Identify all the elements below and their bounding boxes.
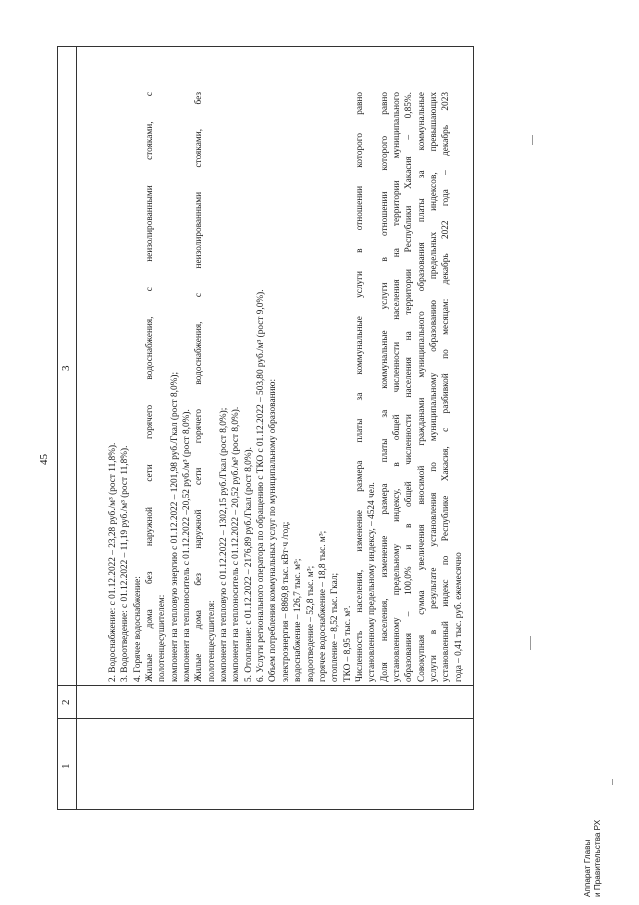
text-line: услуги в результате установления по муниципальному образованию предельных индексов, превышающих <box>428 92 439 682</box>
text-line: Доля населения, изменение размера платы за коммунальные услуги в отношении которого равно <box>379 92 390 682</box>
text-line: года – 0,41 тыс. руб. ежемесячно <box>453 552 464 682</box>
table-left-border <box>57 809 474 810</box>
scan-mark <box>530 636 531 650</box>
column-divider-1 <box>57 718 474 719</box>
text-line: компонент на теплоноситель с 01.12.2022 – 20,52 руб./м³ (рост 8,0%). <box>231 406 242 682</box>
text-line: горячее водоснабжение – 18,8 тыс. м³; <box>317 530 328 682</box>
column-header-3: 3 <box>60 365 72 371</box>
text-line: Жилые дома без наружной сети горячего водоснабжения, с неизолированными стояками, без <box>194 92 205 682</box>
column-header-2: 2 <box>60 699 72 705</box>
text-line: водоотведение – 52,8 тыс. м³; <box>305 565 316 682</box>
column-divider-2 <box>57 685 474 686</box>
text-line: образования – 100,0% и в общей численности населения на территории Республики Хакасия – 0,85%. <box>404 92 415 682</box>
text-line: 3. Водоотведение: с 01.12.2022 – 11,19 руб./м³ (рост 11,8%). <box>120 445 131 682</box>
text-line: 2. Водоснабжение: с 01.12.2022 – 23,28 руб./м³ (рост 11,8%). <box>108 442 118 682</box>
text-line: полотенцесушителем: <box>157 594 168 682</box>
text-line: установленному предельному индексу, – 4524 чел. <box>367 482 378 682</box>
scan-mark <box>612 779 613 785</box>
text-line: компонент на тепловую энергию с 01.12.2022 – 1201,98 руб./Гкал (рост 8,0%); <box>169 371 180 682</box>
office-stamp <box>583 820 603 897</box>
stamp-line-2: и Правительства РХ <box>593 819 602 897</box>
text-line: электроэнергия – 8869,8 тыс. кВт·ч /год; <box>280 521 291 682</box>
header-row-separator <box>76 47 77 810</box>
text-line: Жилые дома без наружной сети горячего водоснабжения, с неизолированными стояками, с <box>145 92 156 682</box>
text-line: 5. Отопление: с 01.12.2022 – 2176,89 руб./Гкал (рост 8,0%). <box>243 447 254 682</box>
text-line: установленный индекс по Республике Хакасия, с разбивкой по месяцам: декабрь 2022 года – декабрь 2023 <box>441 92 452 682</box>
column-header-1: 1 <box>60 763 72 769</box>
text-line: компонент на тепловую с 01.12.2022 – 1302,15 руб./Гкал (рост 8,0%); <box>219 407 230 682</box>
text-line: ТКО – 8,95 тыс. м³. <box>342 605 353 682</box>
text-line: полотенцесушителя: <box>206 600 217 682</box>
text-line: 6. Услуги регионального оператора по обращению с ТКО с 01.12.2022 – 503,80 руб./м³ (рост 9,0%). <box>256 289 267 682</box>
text-line: Совокупная сумма увеличения вносимой гражданами муниципального образования платы за коммунальные <box>416 92 427 682</box>
table-top-border <box>57 47 58 810</box>
text-line: Численность населения, изменение размера платы за коммунальные услуги в отношении которого равно <box>354 92 365 682</box>
text-line: 4. Горячее водоснабжение: <box>132 576 143 682</box>
column-3-cell <box>107 92 465 682</box>
text-line: водоснабжение – 126,7 тыс. м³; <box>293 558 304 682</box>
text-line: компонент на теплоноситель с 01.12.2022 –20,52 руб./м³ (рост 8,0%). <box>182 409 193 682</box>
text-line: Объем потребления коммунальных услуг по муниципальному образованию: <box>268 378 279 682</box>
stamp-line-1: Аппарат Главы <box>583 839 592 897</box>
page-number: 45 <box>38 454 50 465</box>
scan-mark <box>532 135 533 145</box>
table-bottom-border <box>473 47 474 810</box>
text-line: отопление – 8,52 тыс. Гкал; <box>330 572 341 682</box>
text-line: установленному предельному индексу, в общей численности населения на территории муниципального <box>391 92 402 682</box>
table-right-border <box>57 46 474 47</box>
